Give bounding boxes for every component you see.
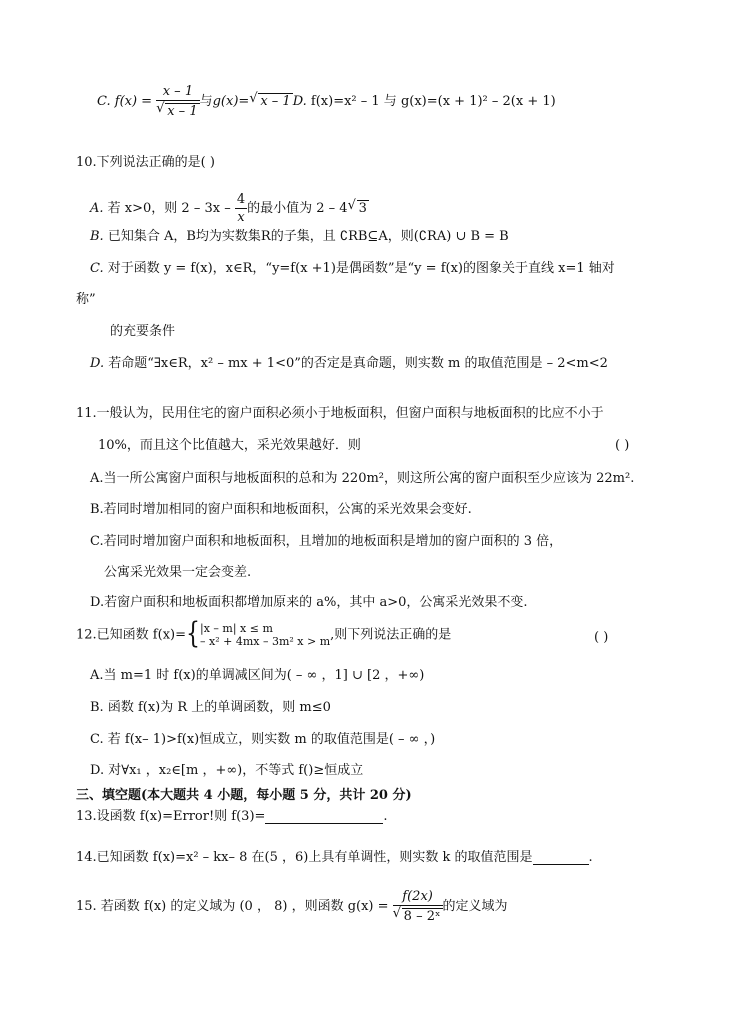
- q9-option-c: [97, 85, 556, 118]
- sqrt: [156, 103, 199, 118]
- stem-text: 12.已知函数 f(x)=: [76, 627, 186, 643]
- question-text: 15. 若函数 f(x) 的定义域为 (0 ， 8) ，则函数 g(x) =: [76, 899, 389, 914]
- option-label: A.: [90, 201, 104, 216]
- q15: [76, 890, 508, 923]
- period: .: [588, 850, 593, 865]
- q13: [76, 810, 388, 824]
- sqrt: [348, 200, 369, 215]
- option-text: 已知集合 A，B均为实数集R的子集，且 ∁RB⊆A，则(∁RA) ∪ B = B: [107, 229, 509, 244]
- radicand: x – 1: [167, 104, 198, 119]
- radicand: 8 – 2ˣ: [403, 909, 441, 924]
- piece-row: |x – m| x ≤ m: [200, 622, 273, 635]
- q12-option-a: A.当 m=1 时 f(x)的单调减区间为( – ∞ ，1] ∪ [2 ，+∞): [90, 668, 425, 683]
- q11-option-d: D.若窗户面积和地板面积都增加原来的 a%，其中 a>0，公寓采光效果不变.: [90, 595, 528, 610]
- fraction: [393, 890, 443, 923]
- link-word: 与: [199, 94, 213, 109]
- q12-option-c: C. 若 f(x– 1)>f(x)恒成立，则实数 m 的取值范围是( – ∞ ，): [90, 732, 436, 747]
- option-label: D.: [90, 356, 105, 371]
- option-text: 若 x>0，则 2 – 3x –: [107, 201, 231, 216]
- q10-stem: 10.下列说法正确的是( ): [76, 155, 215, 170]
- fraction: [156, 85, 199, 118]
- question-text: 的定义域为: [442, 899, 508, 914]
- q10-option-d: [90, 357, 608, 370]
- piece-row: – x² + 4mx – 3m² x > m: [200, 635, 331, 648]
- option-text: 若命题“∃x∈R，x² – mx + 1<0”的否定是真命题，则实数 m 的取值范围是 – 2<m<2: [108, 356, 608, 371]
- option-text: 对于函数 y = f(x)，x∈R，“y=f(x +1)是偶函数”是“y = f(x)的图象关于直线 x=1 轴对: [107, 261, 615, 276]
- answer-paren: ( ): [615, 438, 630, 453]
- fraction-numerator: 4: [236, 192, 246, 207]
- q10-option-c: [90, 262, 615, 275]
- fraction-numerator: f(2x): [393, 890, 443, 906]
- function-f: f(x) =: [114, 94, 157, 109]
- fraction-numerator: x – 1: [156, 85, 199, 101]
- sqrt: [393, 908, 443, 923]
- answer-paren: ( ): [594, 630, 609, 645]
- fraction: [235, 193, 247, 224]
- section-heading: 三、填空题(本大题共 4 小题，每小题 5 分，共计 20 分): [76, 788, 412, 803]
- radicand: x – 1: [260, 94, 291, 109]
- q10-option-a: [90, 193, 369, 224]
- q12-option-b: B. 函数 f(x)为 R 上的单调函数，则 m≤0: [90, 700, 331, 715]
- fraction-denominator: x: [237, 210, 245, 225]
- q11-option-a: A.当一所公寓窗户面积与地板面积的总和为 220m²，则这所公寓的窗户面积至少应该为 22m².: [90, 471, 635, 486]
- question-text: 14.已知函数 f(x)=x² – kx– 8 在(5 ，6)上具有单调性，则实数 k 的取值范围是: [76, 850, 533, 865]
- radicand: 3: [358, 201, 367, 216]
- option-d-text: f(x)=x² – 1 与 g(x)=(x + 1)² – 2(x + 1): [310, 94, 556, 109]
- q10-option-c-cont: 的充要条件: [110, 324, 176, 339]
- option-label: C.: [90, 261, 104, 276]
- q11-option-b: B.若同时增加相同的窗户面积和地板面积，公寓的采光效果会变好.: [90, 502, 472, 517]
- q10-option-c-cont: 称”: [76, 292, 96, 307]
- piecewise: [200, 622, 330, 648]
- q11-option-c-cont: 公寓采光效果一定会变差.: [104, 565, 252, 580]
- option-text: 的最小值为 2 – 4: [247, 201, 348, 216]
- period: .: [383, 809, 388, 824]
- answer-blank: [265, 810, 383, 824]
- brace-icon: {: [186, 618, 200, 651]
- option-label: C.: [97, 94, 111, 109]
- q14: [76, 851, 593, 865]
- q12-option-d: D. 对∀x₁ ，x₂∈[m ，+∞)，不等式 f()≥恒成立: [90, 763, 364, 778]
- answer-blank: [533, 851, 589, 865]
- sqrt: [249, 93, 292, 108]
- function-g: g(x)=: [212, 94, 250, 109]
- q11-stem: 11.一般认为，民用住宅的窗户面积必须小于地板面积，但窗户面积与地板面积的比应不小于: [76, 406, 604, 421]
- q11-option-c: C.若同时增加窗户面积和地板面积，且增加的地板面积是增加的窗户面积的 3 倍，: [90, 534, 563, 549]
- stem-text: ,则下列说法正确的是: [330, 627, 452, 643]
- q10-option-b: [90, 230, 509, 243]
- q11-stem: 10%，而且这个比值越大，采光效果越好．则: [98, 438, 361, 453]
- question-text: 13.设函数 f(x)=Error!则 f(3)=: [76, 809, 266, 824]
- option-label: D.: [292, 94, 307, 109]
- option-label: B.: [90, 229, 104, 244]
- q12-stem: [76, 618, 452, 651]
